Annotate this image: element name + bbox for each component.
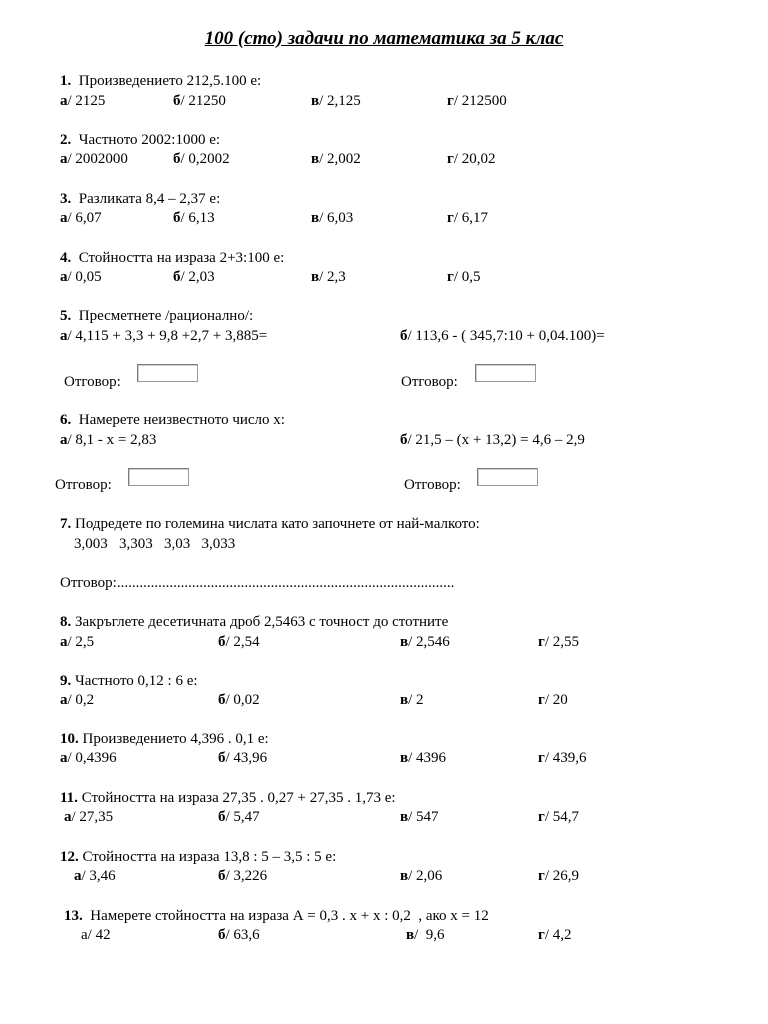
q2-option-a: а/ 2002000 bbox=[60, 151, 128, 167]
q6-answer-box-a[interactable] bbox=[128, 468, 189, 486]
q8-option-b: б/ 2,54 bbox=[218, 634, 260, 650]
q11-option-d: г/ 54,7 bbox=[538, 809, 579, 825]
q6-answer-label-b: Отговор: bbox=[404, 477, 461, 493]
question-text: Произведението 212,5.100 е: bbox=[78, 73, 262, 89]
question-number: 12. bbox=[60, 849, 79, 865]
q13-option-a: а/ 42 bbox=[81, 927, 111, 943]
q10-option-b: б/ 43,96 bbox=[218, 750, 268, 766]
q9-option-d: г/ 20 bbox=[538, 692, 568, 708]
question-12 bbox=[60, 848, 336, 866]
question-7 bbox=[60, 515, 480, 533]
page-title: 100 (сто) задачи по математика за 5 клас bbox=[204, 28, 564, 49]
q2-option-b: б/ 0,2002 bbox=[173, 151, 230, 167]
q3-option-a: а/ 6,07 bbox=[60, 210, 102, 226]
q8-option-c: в/ 2,546 bbox=[400, 634, 450, 650]
q5-option-a: а/ 4,115 + 3,3 + 9,8 +2,7 + 3,885= bbox=[60, 328, 268, 344]
question-number: 3. bbox=[60, 191, 72, 207]
question-8 bbox=[60, 613, 448, 631]
q5-answer-box-a[interactable] bbox=[137, 364, 198, 382]
q8-option-d: г/ 2,55 bbox=[538, 634, 579, 650]
q6-answer-box-b[interactable] bbox=[477, 468, 538, 486]
question-text: Намерете стойността на израза А = 0,3 . х + х : 0,2 , ако х = 12 bbox=[90, 908, 489, 924]
q3-option-b: б/ 6,13 bbox=[173, 210, 215, 226]
q13-option-c: в/ 9,6 bbox=[406, 927, 445, 943]
q7-numbers: 3,003 3,303 3,03 3,033 bbox=[74, 536, 236, 552]
q2-option-d: г/ 20,02 bbox=[447, 151, 496, 167]
question-text: Подредете по големина числата като започнете от най-малкото: bbox=[75, 516, 480, 532]
question-text: Частното 2002:1000 е: bbox=[78, 132, 221, 148]
question-number: 4. bbox=[60, 250, 72, 266]
question-number: 1. bbox=[60, 73, 72, 89]
question-text: Пресметнете /рационално/: bbox=[78, 308, 254, 324]
question-11 bbox=[60, 789, 396, 807]
question-1 bbox=[60, 72, 261, 90]
q7-answer-line: Отговор:.......................................................................................... bbox=[60, 575, 455, 591]
question-number: 11. bbox=[60, 790, 78, 806]
question-text: Разликата 8,4 – 2,37 е: bbox=[78, 191, 221, 207]
question-6 bbox=[60, 411, 285, 429]
q2-option-c: в/ 2,002 bbox=[311, 151, 361, 167]
question-9 bbox=[60, 672, 198, 690]
question-number: 9. bbox=[60, 673, 72, 689]
q1-option-a: а/ 2125 bbox=[60, 93, 106, 109]
question-text: Намерете неизвестното число х: bbox=[78, 412, 285, 428]
q1-option-d: г/ 212500 bbox=[447, 93, 507, 109]
question-10 bbox=[60, 730, 269, 748]
question-number: 13. bbox=[64, 908, 83, 924]
question-text: Закръглете десетичната дроб 2,5463 с точност до стотните bbox=[75, 614, 449, 630]
q9-option-b: б/ 0,02 bbox=[218, 692, 260, 708]
q6-option-a: а/ 8,1 - х = 2,83 bbox=[60, 432, 157, 448]
question-text: Стойността на израза 2+3:100 е: bbox=[78, 250, 285, 266]
question-text: Частното 0,12 : 6 е: bbox=[75, 673, 198, 689]
q11-option-a: а/ 27,35 bbox=[64, 809, 114, 825]
q1-option-c: в/ 2,125 bbox=[311, 93, 361, 109]
q12-option-b: б/ 3,226 bbox=[218, 868, 268, 884]
q12-option-c: в/ 2,06 bbox=[400, 868, 443, 884]
q3-option-c: в/ 6,03 bbox=[311, 210, 354, 226]
question-5 bbox=[60, 307, 253, 325]
question-3 bbox=[60, 190, 220, 208]
q10-option-d: г/ 439,6 bbox=[538, 750, 587, 766]
q9-option-c: в/ 2 bbox=[400, 692, 424, 708]
q9-option-a: а/ 0,2 bbox=[60, 692, 95, 708]
question-number: 5. bbox=[60, 308, 72, 324]
question-number: 10. bbox=[60, 731, 79, 747]
question-13 bbox=[64, 907, 489, 925]
question-number: 6. bbox=[60, 412, 72, 428]
q13-option-d: г/ 4,2 bbox=[538, 927, 572, 943]
q6-answer-label-a: Отговор: bbox=[55, 477, 112, 493]
q5-answer-label-b: Отговор: bbox=[401, 374, 458, 390]
q8-option-a: а/ 2,5 bbox=[60, 634, 95, 650]
q10-option-a: а/ 0,4396 bbox=[60, 750, 117, 766]
q11-option-c: в/ 547 bbox=[400, 809, 439, 825]
question-text: Стойността на израза 27,35 . 0,27 + 27,35 . 1,73 е: bbox=[81, 790, 396, 806]
q4-option-c: в/ 2,3 bbox=[311, 269, 346, 285]
q5-answer-label-a: Отговор: bbox=[64, 374, 121, 390]
q5-answer-box-b[interactable] bbox=[475, 364, 536, 382]
question-4 bbox=[60, 249, 284, 267]
q12-option-a: а/ 3,46 bbox=[74, 868, 116, 884]
q4-option-a: а/ 0,05 bbox=[60, 269, 102, 285]
question-text: Стойността на израза 13,8 : 5 – 3,5 : 5 е: bbox=[82, 849, 337, 865]
question-2 bbox=[60, 131, 220, 149]
question-number: 2. bbox=[60, 132, 72, 148]
q12-option-d: г/ 26,9 bbox=[538, 868, 579, 884]
q4-option-b: б/ 2,03 bbox=[173, 269, 215, 285]
question-number: 8. bbox=[60, 614, 72, 630]
q13-option-b: б/ 63,6 bbox=[218, 927, 260, 943]
q4-option-d: г/ 0,5 bbox=[447, 269, 481, 285]
q3-option-d: г/ 6,17 bbox=[447, 210, 488, 226]
q5-option-b: б/ 113,6 - ( 345,7:10 + 0,04.100)= bbox=[400, 328, 605, 344]
q6-option-b: б/ 21,5 – (х + 13,2) = 4,6 – 2,9 bbox=[400, 432, 585, 448]
q11-option-b: б/ 5,47 bbox=[218, 809, 260, 825]
question-number: 7. bbox=[60, 516, 72, 532]
question-text: Произведението 4,396 . 0,1 е: bbox=[82, 731, 269, 747]
q1-option-b: б/ 21250 bbox=[173, 93, 226, 109]
q10-option-c: в/ 4396 bbox=[400, 750, 447, 766]
